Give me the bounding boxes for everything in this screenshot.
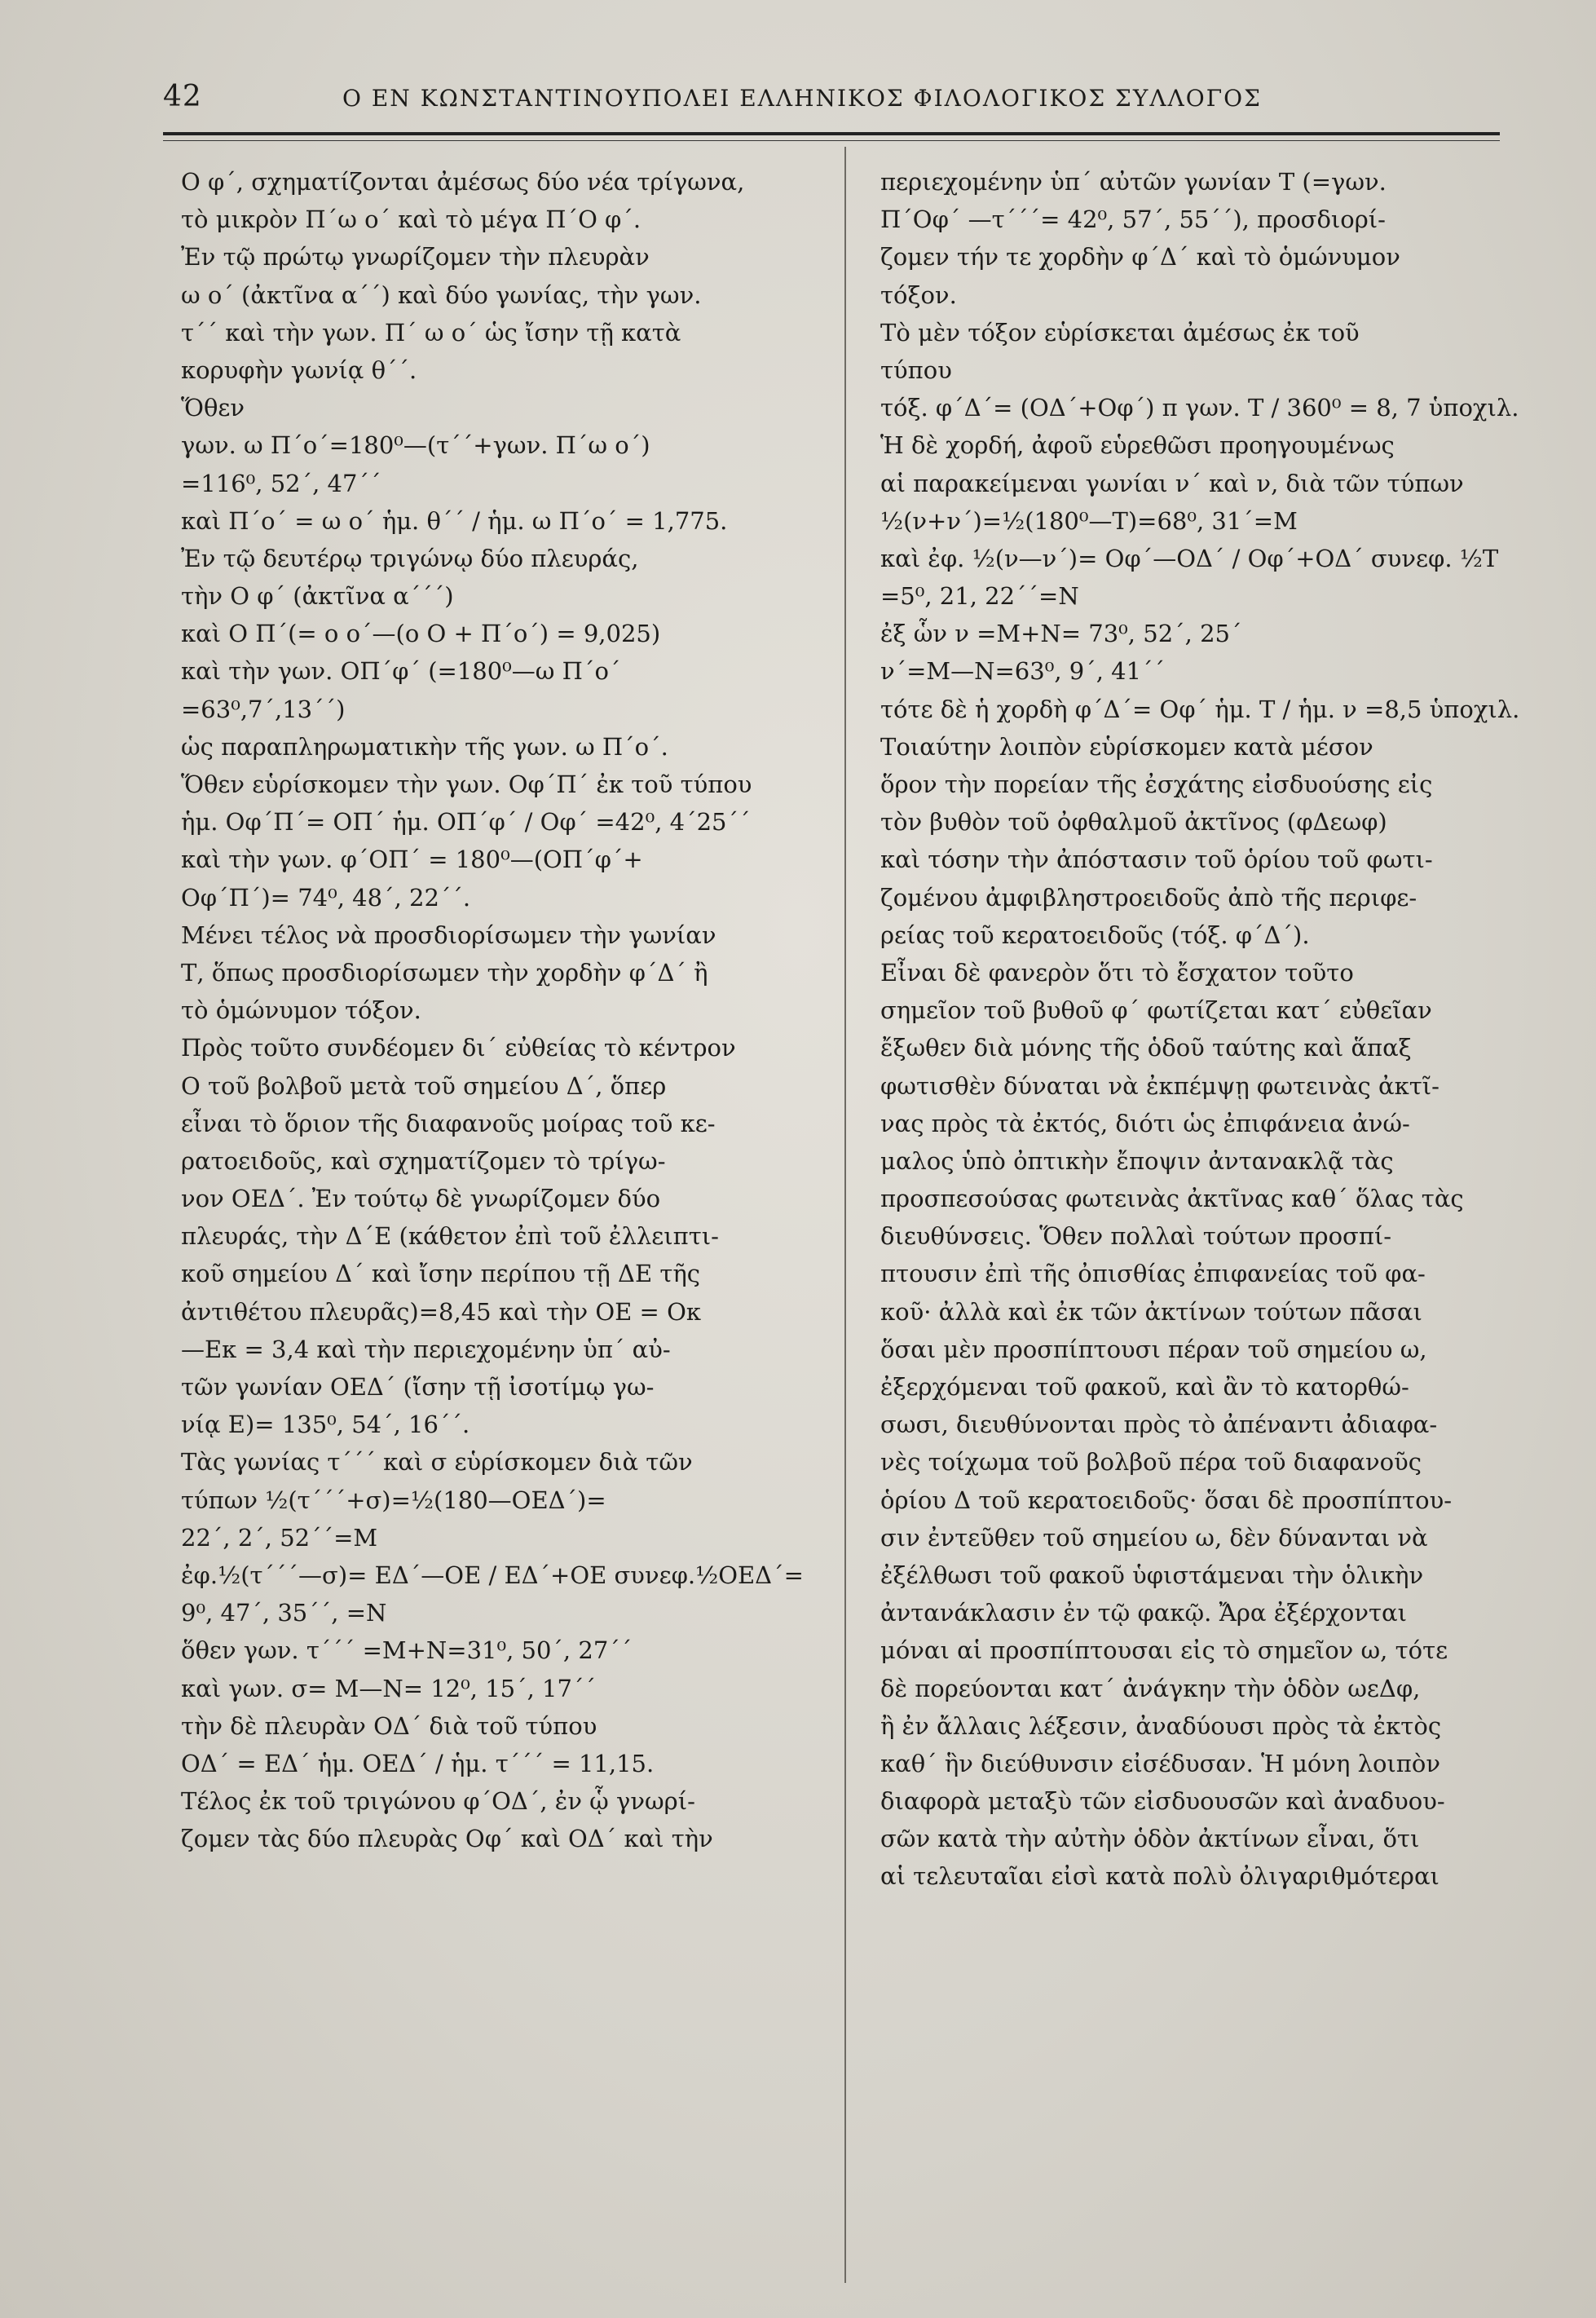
text-line: =116⁰, 52΄, 47΄΄ [181,469,381,497]
text-line: καὶ Ο Π΄(= ο ο΄—(ο Ο + Π΄ο΄) = 9,025) [181,620,661,648]
text-line: ὅσαι μὲν προσπίπτουσι πέραν τοῦ σημείου ω, [880,1335,1427,1363]
text-line: Εἶναι δὲ φανερὸν ὅτι τὸ ἔσχατον τοῦτο [880,958,1354,987]
text-line: Οφ΄Π΄)= 74⁰, 48΄, 22΄΄. [181,883,471,912]
text-line: ἐξέλθωσι τοῦ φακοῦ ὑφιστάμεναι τὴν ὁλικὴν [880,1561,1424,1589]
text-line: καὶ τόσην τὴν ἀπόστασιν τοῦ ὁρίου τοῦ φωτι- [880,846,1433,874]
text-line: καὶ Π΄ο΄ = ω ο΄ ἡμ. θ΄΄ / ἡμ. ω Π΄ο΄ = 1,775. [181,506,728,535]
text-line: ὁρίου Δ τοῦ κερατοειδοῦς· ὅσαι δὲ προσπίπτου- [880,1486,1453,1514]
text-line: νον ΟΕΔ΄. Ἐν τούτῳ δὲ γνωρίζομεν δύο [181,1185,661,1213]
text-line: ἐξερχόμεναι τοῦ φακοῦ, καὶ ἂν τὸ κατορθώ- [880,1373,1409,1401]
text-line: διαφορὰ μεταξὺ τῶν εἰσδυουσῶν καὶ ἀναδυου- [880,1787,1445,1816]
text-line: γων. ω Π΄ο΄=180⁰—(τ΄΄+γων. Π΄ω ο΄) [181,431,650,460]
text-line: ὅρον τὴν πορείαν τῆς ἐσχάτης εἰσδυούσης εἰς [880,770,1433,798]
text-line: πλευράς, τὴν Δ΄Ε (κάθετον ἐπὶ τοῦ ἐλλειπτι- [181,1222,719,1251]
text-line: τόξ. φ΄Δ΄= (ΟΔ΄+Οφ΄) π γων. Τ / 360⁰ = 8, 7 ὑποχιλ. [880,394,1519,422]
text-line: ν΄=Μ—Ν=63⁰, 9΄, 41΄΄ [880,657,1166,686]
text-line: περιεχομένην ὑπ΄ αὐτῶν γωνίαν Τ (=γων. [880,168,1387,196]
text-line: Τὰς γωνίας τ΄΄΄ καὶ σ εὑρίσκομεν διὰ τῶν [181,1448,693,1477]
text-line: ὡς παραπληρωματικὴν τῆς γων. ω Π΄ο΄. [181,732,668,761]
text-line: ἡμ. Οφ΄Π΄= ΟΠ΄ ἡμ. ΟΠ΄φ΄ / Οφ΄ =42⁰, 4΄25΄΄ [181,808,751,837]
text-line: ἔξωθεν διὰ μόνης τῆς ὁδοῦ ταύτης καὶ ἅπαξ [880,1034,1412,1062]
text-line: νας πρὸς τὰ ἐκτός, διότι ὡς ἐπιφάνεια ἀνώ- [880,1109,1410,1137]
text-line: ρατοειδοῦς, καὶ σχηματίζομεν τὸ τρίγω- [181,1146,666,1175]
text-line: τόξον. [880,280,957,309]
text-line: ἢ ἐν ἄλλαις λέξεσιν, ἀναδύουσι πρὸς τὰ ἐκτὸς [880,1711,1442,1740]
header-rule-thin [163,140,1500,141]
column-divider [844,147,846,2283]
text-line: Ὅθεν εὑρίσκομεν τὴν γων. Οφ΄Π΄ ἐκ τοῦ τύπου [181,770,752,798]
text-line: καὶ τὴν γων. φ΄ΟΠ΄ = 180⁰—(ΟΠ΄φ΄+ [181,846,643,874]
text-line: εἶναι τὸ ὅριον τῆς διαφανοῦς μοίρας τοῦ κε- [181,1109,716,1137]
text-line: Τὸ μὲν τόξον εὑρίσκεται ἀμέσως ἐκ τοῦ [880,318,1360,347]
text-line: ζομεν τὰς δύο πλευρὰς Οφ΄ καὶ ΟΔ΄ καὶ τὴν [181,1825,713,1853]
text-line: ἐξ ὧν ν =Μ+Ν= 73⁰, 52΄, 25΄ [880,620,1242,648]
text-line: Π΄Οφ΄ —τ΄΄΄= 42⁰, 57΄, 55΄΄), προσδιορί- [880,205,1386,234]
text-line: ἀντανάκλασιν ἐν τῷ φακῷ. Ἄρα ἐξέρχονται [880,1599,1407,1627]
text-line: Τοιαύτην λοιπὸν εὑρίσκομεν κατὰ μέσον [880,732,1373,761]
text-line: 22΄, 2΄, 52΄΄=Μ [181,1523,378,1552]
text-line: προσπεσούσας φωτεινὰς ἀκτῖνας καθ΄ ὅλας τὰς [880,1185,1464,1213]
text-line: δὲ πορεύονται κατ΄ ἀνάγκην τὴν ὁδὸν ωεΔφ, [880,1674,1421,1702]
text-line: σιν ἐντεῦθεν τοῦ σημείου ω, δὲν δύνανται νὰ [880,1523,1428,1552]
text-line: Ἡ δὲ χορδή, ἀφοῦ εὑρεθῶσι προηγουμένως [880,431,1395,460]
text-line: ΟΔ΄ = ΕΔ΄ ἡμ. ΟΕΔ΄ / ἡμ. τ΄΄΄ = 11,15. [181,1749,655,1777]
text-line: ½(ν+ν΄)=½(180⁰—Τ)=68⁰, 31΄=Μ [880,506,1298,535]
text-line: Ο φ΄, σχηματίζονται ἀμέσως δύο νέα τρίγωνα, [181,168,745,196]
text-line: τὸ ὁμώνυμον τόξον. [181,996,421,1025]
text-line: ρείας τοῦ κερατοειδοῦς (τόξ. φ΄Δ΄). [880,921,1310,949]
text-line: —Εκ = 3,4 καὶ τὴν περιεχομένην ὑπ΄ αὐ- [181,1335,671,1363]
text-line: Ἐν τῷ δευτέρῳ τριγώνῳ δύο πλευράς, [181,544,639,572]
text-line: τὴν Ο φ΄ (ἀκτῖνα α΄΄΄) [181,582,454,611]
text-line: Τ, ὅπως προσδιορίσωμεν τὴν χορδὴν φ΄Δ΄ ἢ [181,958,708,987]
text-line: Ο τοῦ βολβοῦ μετὰ τοῦ σημείου Δ΄, ὅπερ [181,1071,667,1100]
text-line: τ΄΄ καὶ τὴν γων. Π΄ ω ο΄ ὡς ἴσην τῇ κατὰ [181,318,681,347]
text-line: κορυφὴν γωνίᾳ θ΄΄. [181,355,417,384]
text-line: Ἐν τῷ πρώτῳ γνωρίζομεν τὴν πλευρὰν [181,243,650,272]
text-line: καὶ γων. σ= Μ—Ν= 12⁰, 15΄, 17΄΄ [181,1674,596,1702]
text-line: σημεῖον τοῦ βυθοῦ φ΄ φωτίζεται κατ΄ εὐθεῖαν [880,996,1432,1025]
page-header [163,80,1500,129]
text-line: τὴν δὲ πλευρὰν ΟΔ΄ διὰ τοῦ τύπου [181,1711,597,1740]
text-line: τότε δὲ ἡ χορδὴ φ΄Δ΄= Οφ΄ ἡμ. Τ / ἡμ. ν =8,5 ὑποχιλ. [880,695,1520,723]
text-line: ω ο΄ (ἀκτῖνα α΄΄) καὶ δύο γωνίας, τὴν γων. [181,280,702,309]
text-line: τὸ μικρὸν Π΄ω ο΄ καὶ τὸ μέγα Π΄Ο φ΄. [181,205,641,234]
text-line: μόναι αἱ προσπίπτουσαι εἰς τὸ σημεῖον ω, τότε [880,1636,1448,1665]
text-line: διευθύνσεις. Ὅθεν πολλαὶ τούτων προσπί- [880,1222,1392,1251]
running-title: Ο ΕΝ ΚΩΝΣΤΑΝΤΙΝΟΥΠΟΛΕΙ ΕΛΛΗΝΙΚΟΣ ΦΙΛΟΛΟΓΙΚΟΣ ΣΥΛΛΟΓΟΣ [342,85,1262,112]
page-number: 42 [163,80,202,113]
text-line: =5⁰, 21, 22΄΄=Ν [880,582,1079,611]
text-line: αἱ τελευταῖαι εἰσὶ κατὰ πολὺ ὀλιγαριθμότεραι [880,1862,1439,1891]
text-line: ἐφ.½(τ΄΄΄—σ)= ΕΔ΄—ΟΕ / ΕΔ΄+ΟΕ συνεφ.½ΟΕΔ΄= [181,1561,804,1589]
text-line: καθ΄ ἣν διεύθυνσιν εἰσέδυσαν. Ἡ μόνη λοιπὸν [880,1749,1440,1777]
text-line: Πρὸς τοῦτο συνδέομεν δι΄ εὐθείας τὸ κέντρον [181,1034,736,1062]
text-line: ζομεν τήν τε χορδὴν φ΄Δ΄ καὶ τὸ ὁμώνυμον [880,243,1400,272]
text-line: =63⁰,7΄,13΄΄) [181,695,346,723]
text-line: ἀντιθέτου πλευρᾶς)=8,45 καὶ τὴν ΟΕ = Οκ [181,1297,701,1326]
text-line: ὅθεν γων. τ΄΄΄ =Μ+Ν=31⁰, 50΄, 27΄΄ [181,1636,633,1665]
text-line: νὲς τοίχωμα τοῦ βολβοῦ πέρα τοῦ διαφανοῦς [880,1448,1422,1477]
text-line: Μένει τέλος νὰ προσδιορίσωμεν τὴν γωνίαν [181,921,716,949]
text-line: ζομένου ἀμφιβληστροειδοῦς ἀπὸ τῆς περιφε- [880,883,1417,912]
text-line: τύπου [880,355,952,384]
text-line: 9⁰, 47΄, 35΄΄, =Ν [181,1599,387,1627]
header-rule [163,132,1500,135]
text-line: πτουσιν ἐπὶ τῆς ὀπισθίας ἐπιφανείας τοῦ φα- [880,1260,1426,1288]
text-line: Τέλος ἐκ τοῦ τριγώνου φ΄ΟΔ΄, ἐν ᾧ γνωρί- [181,1787,695,1816]
text-line: Ὅθεν [181,394,245,422]
text-line: αἱ παρακείμεναι γωνίαι ν΄ καὶ ν, διὰ τῶν τύπων [880,469,1464,497]
text-line: σωσι, διευθύνονται πρὸς τὸ ἀπέναντι ἀδιαφα- [880,1411,1438,1439]
text-line: κοῦ· ἀλλὰ καὶ ἐκ τῶν ἀκτίνων τούτων πᾶσαι [880,1297,1422,1326]
text-line: τύπων ½(τ΄΄΄+σ)=½(180—ΟΕΔ΄)= [181,1486,606,1514]
left-column [181,163,841,1857]
text-line: καὶ τὴν γων. ΟΠ΄φ΄ (=180⁰—ω Π΄ο΄ [181,657,621,686]
text-line: νίᾳ Ε)= 135⁰, 54΄, 16΄΄. [181,1411,470,1439]
text-line: κοῦ σημείου Δ΄ καὶ ἴσην περίπου τῇ ΔΕ τῆς [181,1260,700,1288]
text-line: μαλος ὑπὸ ὀπτικὴν ἔποψιν ἀντανακλᾷ τὰς [880,1146,1394,1175]
text-line: τὸν βυθὸν τοῦ ὀφθαλμοῦ ἀκτῖνος (φΔεωφ) [880,808,1387,837]
text-line: καὶ ἐφ. ½(ν—ν΄)= Οφ΄—ΟΔ΄ / Οφ΄+ΟΔ΄ συνεφ. ½Τ [880,544,1499,572]
text-line: τῶν γωνίαν ΟΕΔ΄ (ἴσην τῇ ἰσοτίμῳ γω- [181,1373,655,1401]
text-line: σῶν κατὰ τὴν αὐτὴν ὁδὸν ἀκτίνων εἶναι, ὅτι [880,1825,1420,1853]
text-line: φωτισθὲν δύναται νὰ ἐκπέμψῃ φωτεινὰς ἀκτῖ- [880,1071,1439,1100]
right-column [880,163,1539,1896]
